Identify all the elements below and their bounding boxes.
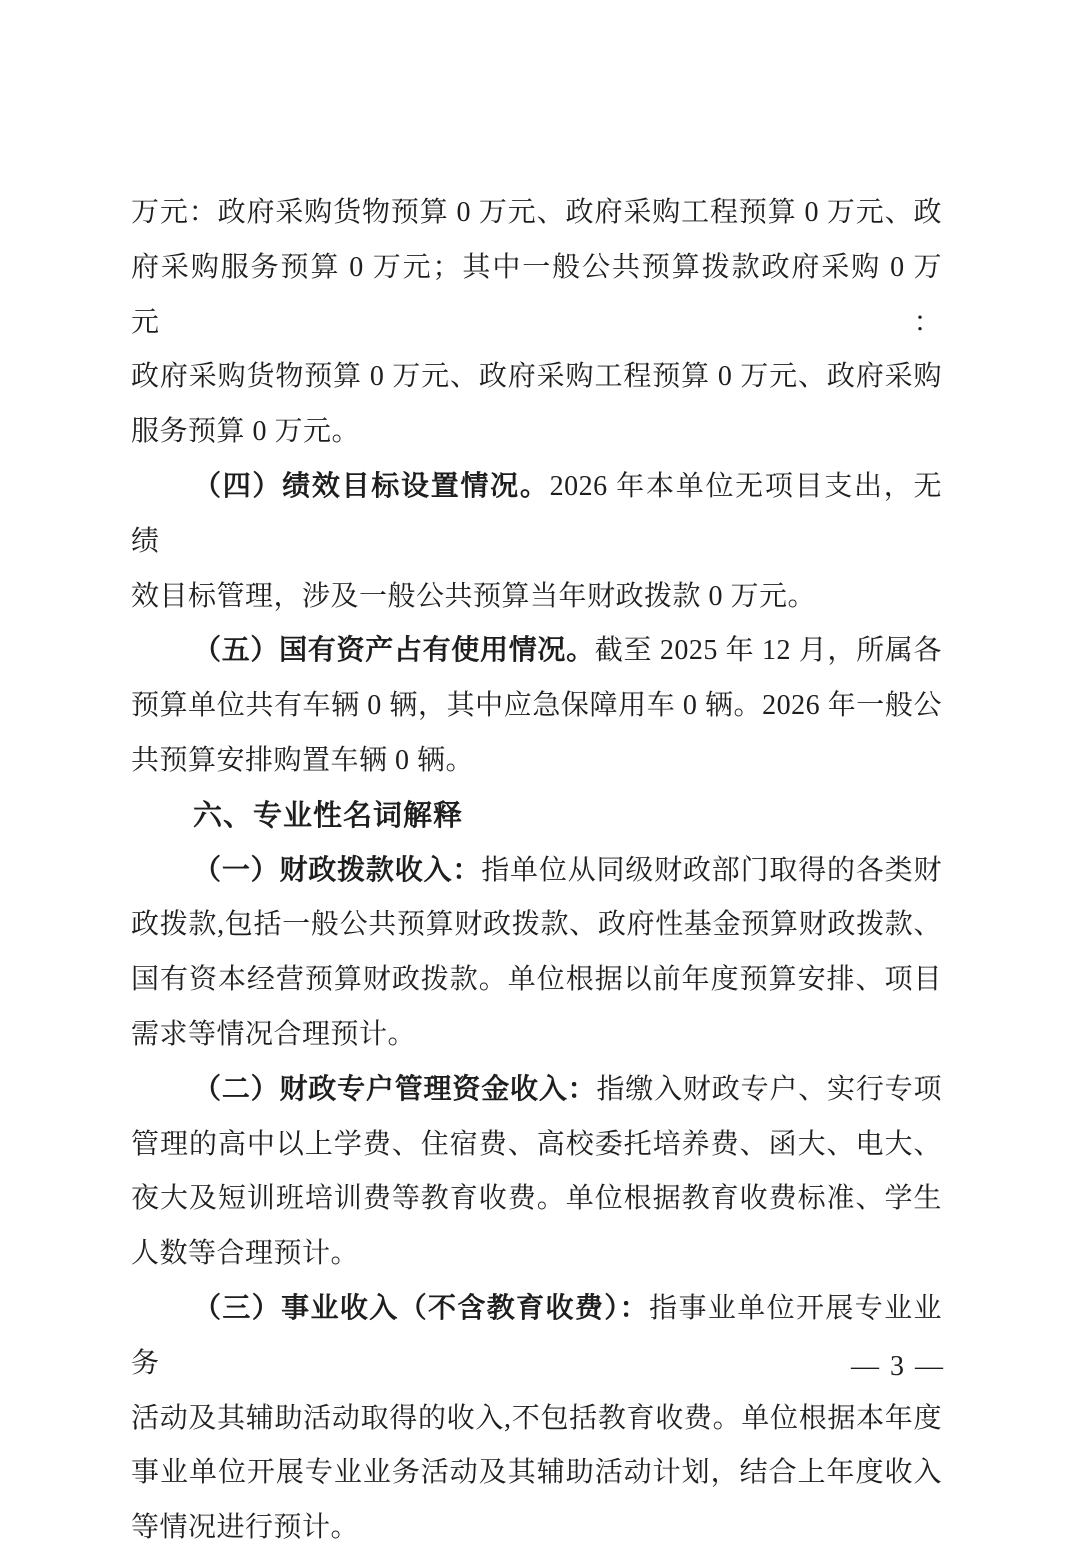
- body-line-text: 夜大及短训班培训费等教育收费。单位根据教育收费标准、学生: [131, 1183, 942, 1215]
- body-line: [131, 1282, 942, 1392]
- body-line-text: 服务预算 0 万元。: [131, 416, 361, 448]
- body-line: [131, 844, 942, 899]
- body-line-text: 活动及其辅助活动取得的收入,不包括教育收费。单位根据本年度: [131, 1402, 942, 1434]
- body-line: [131, 1172, 942, 1227]
- body-line: [131, 460, 942, 570]
- paragraph-lead: （二）财政专户管理资金收入：: [193, 1073, 597, 1105]
- body-line: [131, 1063, 942, 1118]
- body-line: [131, 1118, 942, 1173]
- body-line: [131, 570, 942, 625]
- body-line-text: 府采购服务预算 0 万元；其中一般公共预算拨款政府采购 0 万元：: [131, 251, 942, 338]
- paragraph-lead: （五）国有资产占有使用情况。: [193, 635, 595, 667]
- paragraph-lead: （三）事业收入（不含教育收费）：: [193, 1292, 650, 1324]
- body-line: [131, 1008, 942, 1063]
- body-line-text: 国有资本经营预算财政拨款。单位根据以前年度预算安排、项目: [131, 964, 942, 996]
- body-line: [131, 1227, 942, 1282]
- body-line: [131, 734, 942, 789]
- body-line-text: 政府采购货物预算 0 万元、政府采购工程预算 0 万元、政府采购: [131, 361, 942, 393]
- body-line-text: 需求等情况合理预计。: [131, 1018, 417, 1050]
- page-number: — 3 —: [851, 1351, 945, 1382]
- body-line-text: 等情况进行预计。: [131, 1512, 360, 1544]
- paragraph-lead: （四）绩效目标设置情况。: [193, 470, 550, 502]
- body-line: [131, 1501, 942, 1556]
- body-line-text: 共预算安排购置车辆 0 辆。: [131, 744, 475, 776]
- document-body: [131, 186, 942, 1556]
- body-line-text: 效目标管理，涉及一般公共预算当年财政拨款 0 万元。: [131, 580, 817, 612]
- body-line-text: 事业单位开展专业业务活动及其辅助活动计划，结合上年度收入: [131, 1457, 942, 1489]
- section-heading: [131, 789, 942, 844]
- body-line-text: 2026 年本单位无项目支出，无绩: [131, 470, 942, 557]
- body-line-text: 截至 2025 年 12 月，所属各: [594, 635, 942, 667]
- body-line: [131, 953, 942, 1008]
- body-line-text: 人数等合理预计。: [131, 1238, 360, 1270]
- body-line: [131, 405, 942, 460]
- body-line: [131, 186, 942, 241]
- body-line: [131, 350, 942, 405]
- body-line: [131, 898, 942, 953]
- paragraph-lead: （一）财政拨款收入：: [193, 854, 482, 886]
- body-line-text: 政拨款,包括一般公共预算财政拨款、政府性基金预算财政拨款、: [131, 909, 942, 941]
- body-line-text: 管理的高中以上学费、住宿费、高校委托培养费、函大、电大、: [131, 1128, 942, 1160]
- body-line: [131, 1446, 942, 1501]
- body-line-text: 指缴入财政专户、实行专项: [596, 1073, 942, 1105]
- body-line: [131, 679, 942, 734]
- body-line-text: 指事业单位开展专业业务: [131, 1292, 942, 1379]
- body-line-text: 万元：政府采购货物预算 0 万元、政府采购工程预算 0 万元、政: [131, 197, 942, 228]
- body-line: [131, 241, 942, 351]
- body-line-text: 预算单位共有车辆 0 辆，其中应急保障用车 0 辆。2026 年一般公: [131, 690, 942, 722]
- body-line: [131, 624, 942, 679]
- section-heading-text: 六、专业性名词解释: [193, 799, 464, 832]
- body-line: [131, 1392, 942, 1447]
- body-line-text: 指单位从同级财政部门取得的各类财: [481, 854, 942, 886]
